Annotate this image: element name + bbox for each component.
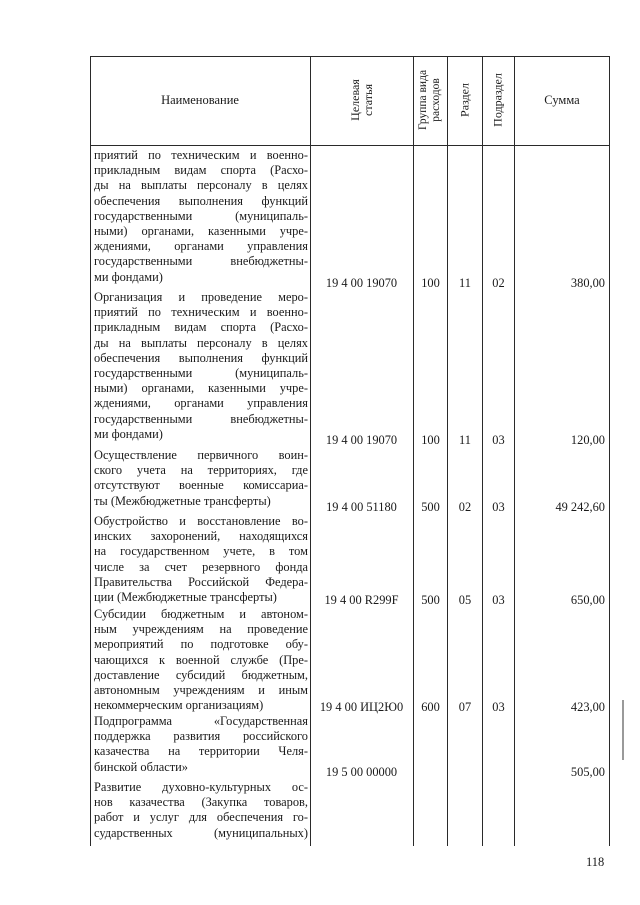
row-name-line: государственными внебюджетны- [94, 254, 308, 269]
row-section: 11 [459, 433, 471, 447]
row-name-line: ского учета на территориях, где [94, 463, 308, 478]
row-name-line: ными) органами, казенными учре- [94, 381, 308, 396]
header-target-article [349, 79, 375, 121]
row-name-line: государственными внебюджетны- [94, 411, 308, 426]
row-expense-group: 500 [421, 593, 440, 607]
row-name-line: сударственных (муниципальных) [94, 825, 308, 840]
column-divider [482, 56, 483, 846]
row-name-line: поддержка развития российского [94, 729, 308, 744]
table-top-border [90, 56, 610, 57]
column-divider [447, 56, 448, 846]
header-section: Раздел [457, 83, 472, 117]
row-name-line: ным учреждениям на проведение [94, 622, 308, 637]
row-name-line: ды на выплаты персоналу в целях [94, 178, 308, 193]
row-sum: 505,00 [570, 765, 605, 779]
row-target-code: 19 4 00 19070 [325, 276, 398, 290]
header-subsection: Подраздел [490, 73, 505, 127]
row-sum: 380,00 [570, 276, 605, 290]
row-name-line: на государственном учете, в том [94, 544, 308, 559]
row-name-line: Субсидии бюджетным и автоном- [94, 607, 308, 621]
row-subsection: 02 [492, 276, 505, 290]
row-subsection: 03 [492, 593, 505, 607]
row-name-line: Правительства Российской Федера- [94, 574, 308, 589]
row-name-line: Развитие духовно-культурных ос- [94, 780, 308, 794]
row-name-line: Осуществление первичного воин- [94, 448, 308, 462]
row-target-code: 19 4 00 51180 [326, 500, 397, 514]
row-name-line: обеспечения выполнения функций [94, 350, 308, 365]
row-name-line: государственными (муниципаль- [94, 365, 308, 380]
row-subsection: 03 [492, 700, 505, 714]
row-target-code: 19 4 00 R299F [324, 593, 399, 607]
row-name-line: некоммерческим организациям) [94, 698, 264, 713]
page-number: 118 [586, 855, 605, 869]
header-sum: Сумма [544, 93, 580, 107]
row-section: 05 [458, 593, 472, 607]
row-name-line: автономным учреждениям и иным [94, 682, 308, 697]
row-sum: 423,00 [570, 700, 605, 714]
row-sum: 120,00 [570, 433, 605, 447]
row-name-line: ждениями, органами управления [94, 239, 308, 254]
row-target-code: 19 4 00 19070 [325, 433, 398, 447]
header-target-line1: Целевая [348, 79, 362, 121]
row-name-line: ждениями, органами управления [94, 396, 308, 411]
row-target-code: 19 5 00 00000 [325, 765, 398, 779]
row-section: 07 [458, 700, 472, 714]
header-name: Наименование [161, 93, 239, 107]
row-name-line: числе за счет резервного фонда [94, 559, 308, 574]
row-name-line: работ и услуг для обеспечения го- [94, 810, 308, 825]
scan-artifact [622, 700, 624, 760]
row-sum: 650,00 [570, 593, 605, 607]
row-name-line: ми фондами) [94, 426, 163, 441]
row-name-line: инских захоронений, находящихся [94, 529, 308, 544]
row-name-line: прикладным видам спорта (Расхо- [94, 163, 308, 178]
row-name-line: мероприятий по подготовке обу- [94, 637, 308, 652]
column-divider [310, 56, 311, 846]
row-name-line: отсутствуют военные комиссариа- [94, 478, 308, 493]
row-name [94, 448, 308, 509]
row-target-code: 19 4 00 ИЦ2Ю0 [319, 700, 404, 714]
row-name [94, 290, 308, 442]
row-name-line: обеспечения выполнения функций [94, 193, 308, 208]
row-name-line: ды на выплаты персоналу в целях [94, 335, 308, 350]
row-expense-group: 500 [421, 500, 440, 514]
row-name-line: Организация и проведение меро- [94, 290, 308, 304]
column-divider [514, 56, 515, 846]
row-name [94, 780, 308, 841]
header-expense-group [417, 70, 443, 130]
header-group-line2: расходов [430, 78, 442, 122]
header-group-line1: Группа вида [417, 69, 429, 131]
row-name-line: прикладным видам спорта (Расхо- [94, 320, 308, 335]
header-bottom-border [90, 145, 610, 146]
row-name [94, 514, 308, 605]
column-divider [413, 56, 414, 846]
row-sum: 49 242,60 [555, 500, 605, 514]
table-right-border [609, 56, 610, 846]
row-name-line: казачества на территории Челя- [94, 744, 308, 759]
row-expense-group: 100 [421, 433, 440, 447]
row-subsection: 03 [492, 433, 505, 447]
row-expense-group: 100 [421, 276, 440, 290]
row-expense-group: 600 [421, 700, 440, 714]
row-name-line: нов казачества (Закупка товаров, [94, 795, 308, 810]
row-name-line: приятий по техническим и военно- [94, 148, 308, 162]
row-name-line: доставление субсидий бюджетным, [94, 667, 308, 682]
row-name-line: приятий по техническим и военно- [94, 305, 308, 320]
row-name-line: Обустройство и восстановление во- [94, 514, 308, 528]
row-name-line: ты (Межбюджетные трансферты) [94, 493, 271, 508]
row-section: 02 [458, 500, 472, 514]
row-name [94, 148, 308, 285]
row-name-line: чающихся к военной службе (Пре- [94, 652, 308, 667]
row-name [94, 714, 308, 775]
row-section: 11 [459, 276, 471, 290]
row-name-line: ными) органами, казенными учре- [94, 223, 308, 238]
row-subsection: 03 [492, 500, 505, 514]
table-left-border [90, 56, 91, 846]
row-name-line: Подпрограмма «Государственная [94, 714, 308, 728]
header-target-line2: статья [361, 84, 375, 116]
row-name-line: бинской области» [94, 759, 188, 774]
row-name-line: государственными (муниципаль- [94, 208, 308, 223]
row-name-line: ми фондами) [94, 269, 163, 284]
row-name-line: ции (Межбюджетные трансферты) [94, 589, 277, 604]
row-name [94, 607, 308, 713]
